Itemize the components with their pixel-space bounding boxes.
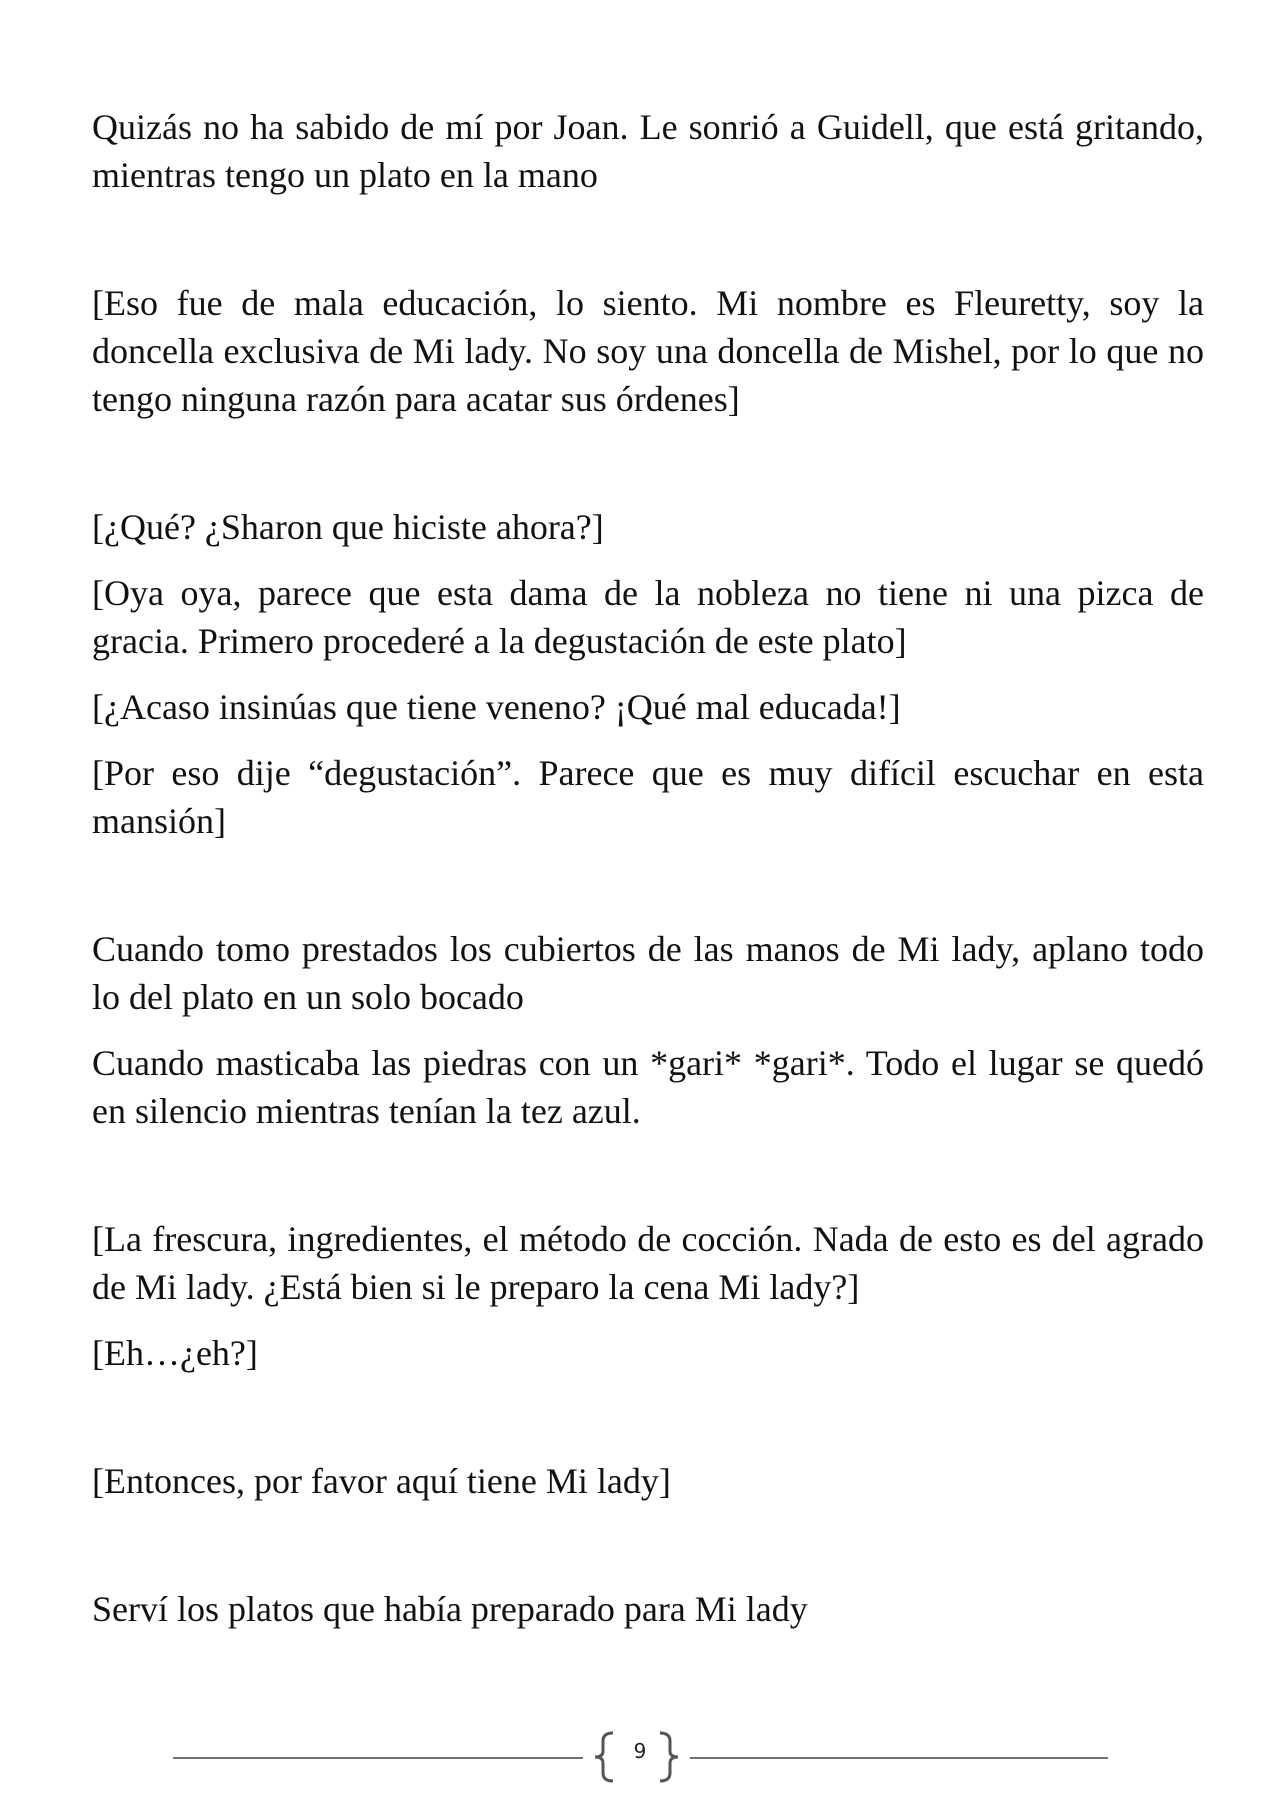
paragraph: [Eso fue de mala educación, lo siento. Mi nombre es Fleuretty, soy la doncella exclusiva de Mi lady. No soy una doncella de Mishel, por lo que no tengo ninguna razón para acatar sus órdenes] xyxy=(92,283,1204,419)
left-brace-icon xyxy=(583,1727,623,1787)
paragraph: [Entonces, por favor aquí tiene Mi lady] xyxy=(92,1461,671,1501)
right-brace-icon xyxy=(650,1727,690,1787)
document-body xyxy=(92,103,1204,1633)
paragraph: [La frescura, ingredientes, el método de cocción. Nada de esto es del agrado de Mi lady. ¿Está bien si le preparo la cena Mi lady?] xyxy=(92,1219,1204,1307)
paragraph: Cuando masticaba las piedras con un *gari* *gari*. Todo el lugar se quedó en silencio mientras tenían la tez azul. xyxy=(92,1043,1204,1131)
paragraph: [¿Acaso insinúas que tiene veneno? ¡Qué mal educada!] xyxy=(92,687,901,727)
page-number: 9 xyxy=(633,1739,647,1763)
footer-rule-right xyxy=(690,1757,1108,1759)
paragraph: [¿Qué? ¿Sharon que hiciste ahora?] xyxy=(92,507,604,547)
paragraph: [Por eso dije “degustación”. Parece que es muy difícil escuchar en esta mansión] xyxy=(92,753,1204,841)
footer-rule-left xyxy=(173,1757,583,1759)
paragraph: [Oya oya, parece que esta dama de la nobleza no tiene ni una pizca de gracia. Primero procederé a la degustación de este plato] xyxy=(92,573,1204,661)
paragraph: [Eh…¿eh?] xyxy=(92,1333,258,1373)
paragraph: Cuando tomo prestados los cubiertos de las manos de Mi lady, aplano todo lo del plato en un solo bocado xyxy=(92,929,1204,1017)
page-footer xyxy=(0,1727,1280,1787)
paragraph: Serví los platos que había preparado para Mi lady xyxy=(92,1589,808,1629)
paragraph: Quizás no ha sabido de mí por Joan. Le sonrió a Guidell, que está gritando, mientras tengo un plato en la mano xyxy=(92,107,1204,195)
